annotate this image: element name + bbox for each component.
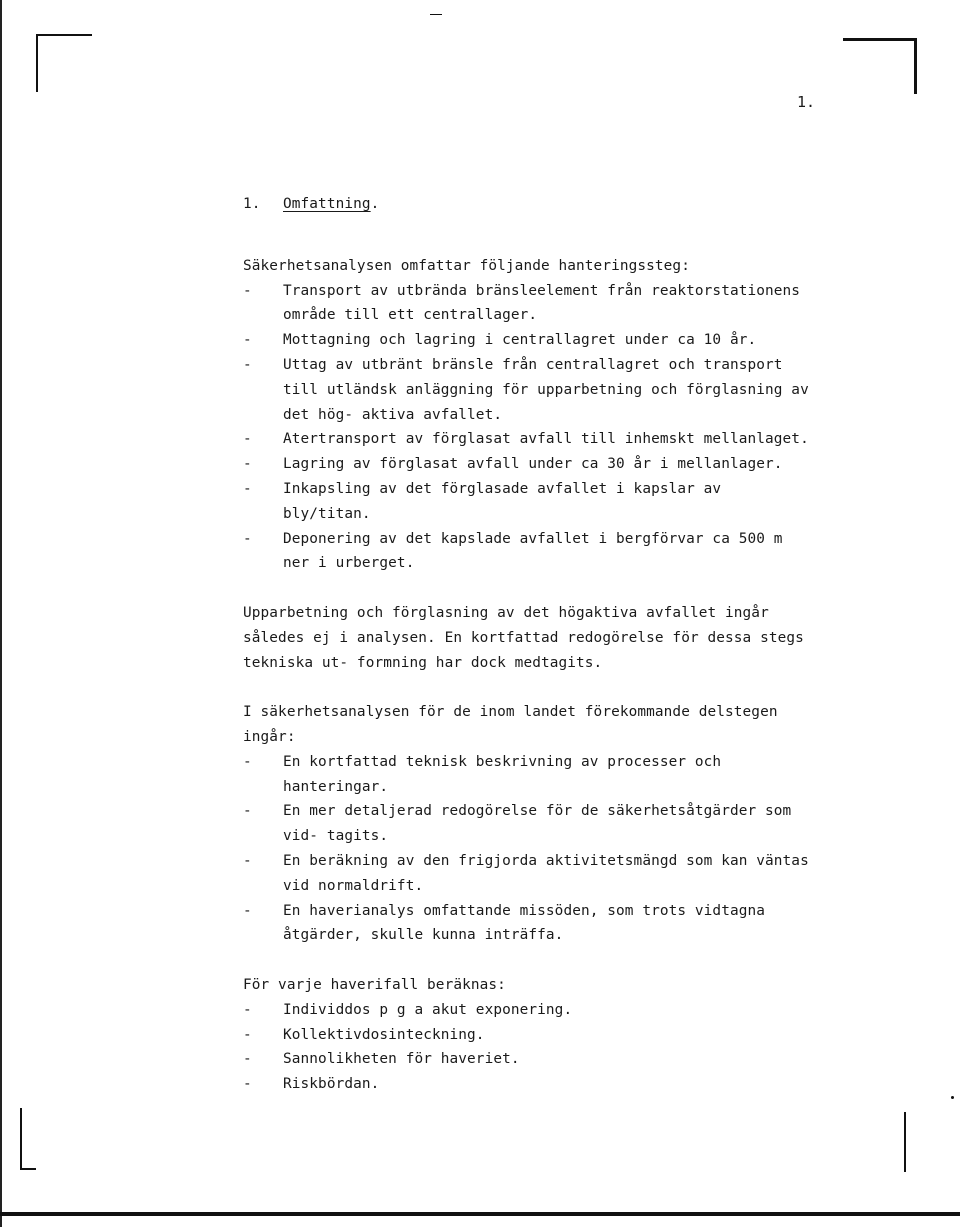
list-item-text: Mottagning och lagring i centrallagret under ca 10 år.	[283, 332, 757, 349]
list-item	[243, 899, 813, 949]
domestic-intro-paragraph: I säkerhetsanalysen för de inom landet förekommande delstegen ingår:	[243, 704, 778, 745]
bullet-dash: -	[243, 282, 252, 299]
scan-bottom-rule	[0, 1212, 960, 1216]
list-item-text: Inkapsling av det förglasade avfallet i kapslar av bly/titan.	[283, 480, 722, 522]
bullet-dash: -	[243, 456, 252, 473]
list-item-text: Atertransport av förglasat avfall till inhemskt mellanlaget.	[283, 431, 809, 448]
bullet-dash: -	[243, 852, 252, 869]
page-number: 1.	[797, 93, 816, 111]
list-item-text: En haverianalys omfattande missöden, som trots vidtagna åtgärder, skulle kunna inträffa.	[283, 902, 766, 944]
list-item-text: Kollektivdosinteckning.	[283, 1026, 485, 1043]
list-item-text: Transport av utbrända bränsleelement från reaktorstationens område till ett centrallager.	[283, 282, 801, 324]
list-item-text: En kortfattad teknisk beskrivning av processer och hanteringar.	[283, 753, 722, 795]
list-item	[243, 998, 813, 1023]
section-heading	[243, 192, 813, 217]
section-title: Omfattning	[283, 196, 371, 212]
bullet-dash: -	[243, 1001, 252, 1018]
list-item	[243, 452, 813, 477]
list-item	[243, 353, 813, 427]
list-item	[243, 328, 813, 353]
bullet-dash: -	[243, 1051, 252, 1068]
bullet-dash: -	[243, 803, 252, 820]
list-item-text: Sannolikheten för haveriet.	[283, 1051, 520, 1068]
domestic-analysis-list	[243, 750, 813, 948]
corner-mark-bottom-right-v	[904, 1112, 906, 1172]
bullet-dash: -	[243, 530, 252, 547]
list-item	[243, 1047, 813, 1072]
list-item	[243, 1072, 813, 1097]
section-number: 1.	[243, 196, 261, 212]
list-item	[243, 1023, 813, 1048]
list-item	[243, 527, 813, 577]
list-item	[243, 799, 813, 849]
bullet-dash: -	[243, 1076, 252, 1093]
bullet-dash: -	[243, 1026, 252, 1043]
list-item-text: Individdos p g a akut exponering.	[283, 1001, 573, 1018]
scan-dot	[951, 1096, 954, 1099]
list-item	[243, 750, 813, 800]
bullet-dash: -	[243, 753, 252, 770]
intro-paragraph: Säkerhetsanalysen omfattar följande hanteringssteg:	[243, 257, 690, 274]
list-item-text: En beräkning av den frigjorda aktivitetsmängd som kan väntas vid normaldrift.	[283, 852, 809, 894]
list-item	[243, 849, 813, 899]
list-item-text: Riskbördan.	[283, 1076, 380, 1093]
accident-intro-paragraph: För varje haverifall beräknas:	[243, 976, 506, 993]
corner-mark-top-right-v	[914, 38, 917, 94]
corner-mark-bottom-left-v	[20, 1108, 22, 1170]
corner-mark-top-left-h	[36, 34, 92, 36]
scan-left-edge	[0, 0, 2, 1227]
list-item-text: Deponering av det kapslade avfallet i bergförvar ca 500 m ner i urberget.	[283, 530, 783, 572]
handling-steps-list	[243, 279, 813, 577]
reprocessing-paragraph: Upparbetning och förglasning av det högaktiva avfallet ingår således ej i analysen. En kortfattad redogörelse för dessa stegs tekniska ut- formning har dock medtagits.	[243, 604, 804, 671]
list-item	[243, 427, 813, 452]
corner-mark-top-left-v	[36, 34, 38, 92]
scan-speck	[430, 14, 442, 15]
corner-mark-bottom-left-h	[20, 1168, 36, 1170]
accident-calculation-list	[243, 998, 813, 1097]
bullet-dash: -	[243, 480, 252, 497]
corner-mark-top-right-h	[843, 38, 917, 41]
bullet-dash: -	[243, 902, 252, 919]
document-body	[243, 192, 813, 1097]
list-item-text: Lagring av förglasat avfall under ca 30 år i mellanlager.	[283, 456, 783, 473]
section-title-period: .	[370, 196, 380, 212]
bullet-dash: -	[243, 332, 252, 349]
list-item	[243, 279, 813, 329]
list-item-text: Uttag av utbränt bränsle från centrallagret och transport till utländsk anläggning för upparbetning och förglasning av det hög- aktiva avfallet.	[283, 356, 809, 423]
list-item-text: En mer detaljerad redogörelse för de säkerhetsåtgärder som vid- tagits.	[283, 803, 792, 845]
bullet-dash: -	[243, 431, 252, 448]
list-item	[243, 477, 813, 527]
bullet-dash: -	[243, 356, 252, 373]
